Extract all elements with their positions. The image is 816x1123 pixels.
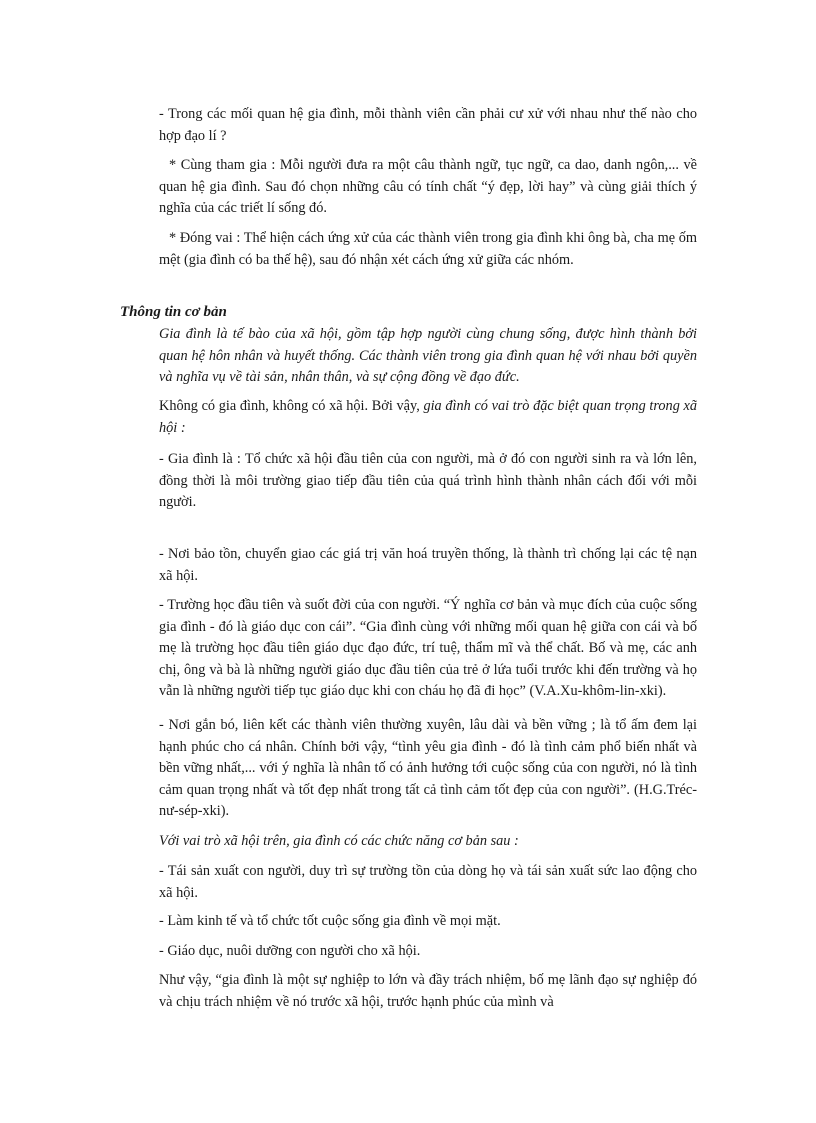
role-intro-italic: gia đình có vai trò đặc biệt quan trọng trong xã hội : (159, 398, 697, 436)
function-item-3: - Giáo dục, nuôi dưỡng con người cho xã hội. (159, 943, 421, 959)
role-intro-plain: Không có gia đình, không có xã hội. Bởi vậy, (159, 398, 424, 414)
question-behavior: - Trong các mối quan hệ gia đình, mỗi thành viên cần phải cư xử với nhau như thế nào cho hợp đạo lí ? (159, 106, 697, 144)
family-definition: Gia đình là tế bào của xã hội, gồm tập hợp người cùng chung sống, được hình thành bởi quan hệ hôn nhân và huyết thống. Các thành viên trong gia đình quan hệ với nhau bởi quyền và nghĩa vụ về tài sản, nhân thân, và sự cộng đồng về đạo đức. (159, 326, 697, 385)
role-item-4: - Nơi gắn bó, liên kết các thành viên thường xuyên, lâu dài và bền vững ; là tổ ấm đem lại hạnh phúc cho cá nhân. Chính bởi vậy, “tình yêu gia đình - đó là tình cảm phổ biến nhất và bền vững nhất,... với ý nghĩa là nhân tố có ảnh hưởng tới cuộc sống của con người, nó là tình cảm quan trọng nhất và tốt đẹp nhất trong tất cả tình cảm tốt đẹp của con người”. (H.G.Tréc-nư-sép-xki). (159, 717, 697, 819)
activity-participate: * Cùng tham gia : Mỗi người đưa ra một câu thành ngữ, tục ngữ, ca dao, danh ngôn,... về quan hệ gia đình. Sau đó chọn những câu có tính chất “ý đẹp, lời hay” và cùng giải thích ý nghĩa của các triết lí sống đó. (159, 157, 697, 216)
function-item-2: - Làm kinh tế và tổ chức tốt cuộc sống gia đình về mọi mặt. (159, 913, 501, 929)
functions-intro: Với vai trò xã hội trên, gia đình có các chức năng cơ bản sau : (159, 833, 519, 849)
section-heading: Thông tin cơ bản (120, 304, 227, 320)
activity-roleplay: * Đóng vai : Thể hiện cách ứng xử của các thành viên trong gia đình khi ông bà, cha mẹ ốm mệt (gia đình có ba thế hệ), sau đó nhận xét cách ứng xử giữa các nhóm. (159, 230, 697, 268)
role-item-3: - Trường học đầu tiên và suốt đời của con người. “Ý nghĩa cơ bản và mục đích của cuộc sống gia đình - đó là giáo dục con cái”. “Gia đình cùng với những mối quan hệ giữa con cái và bố mẹ là trường học đầu tiên giáo dục đạo đức, trí tuệ, thẩm mĩ và thể chất. Bố và mẹ, các anh chị, ông và bà là những người giáo dục đầu tiên của trẻ ở lứa tuổi trước khi đến trường và họ vẫn là những người tiếp tục giáo dục khi con cháu họ đã đi học” (V.A.Xu-khôm-lin-xki). (159, 597, 697, 699)
role-intro (159, 396, 697, 439)
conclusion: Như vậy, “gia đình là một sự nghiệp to lớn và đầy trách nhiệm, bố mẹ lãnh đạo sự nghiệp đó và chịu trách nhiệm về nó trước xã hội, trước hạnh phúc của mình và (159, 972, 697, 1010)
role-item-2: - Nơi bảo tồn, chuyển giao các giá trị văn hoá truyền thống, là thành trì chống lại các tệ nạn xã hội. (159, 546, 697, 584)
function-item-1: - Tái sản xuất con người, duy trì sự trường tồn của dòng họ và tái sản xuất sức lao động cho xã hội. (159, 863, 697, 901)
role-item-1: - Gia đình là : Tổ chức xã hội đầu tiên của con người, mà ở đó con người sinh ra và lớn lên, đồng thời là môi trường giao tiếp đầu tiên của quá trình hình thành nhân cách đối với mỗi người. (159, 451, 697, 510)
